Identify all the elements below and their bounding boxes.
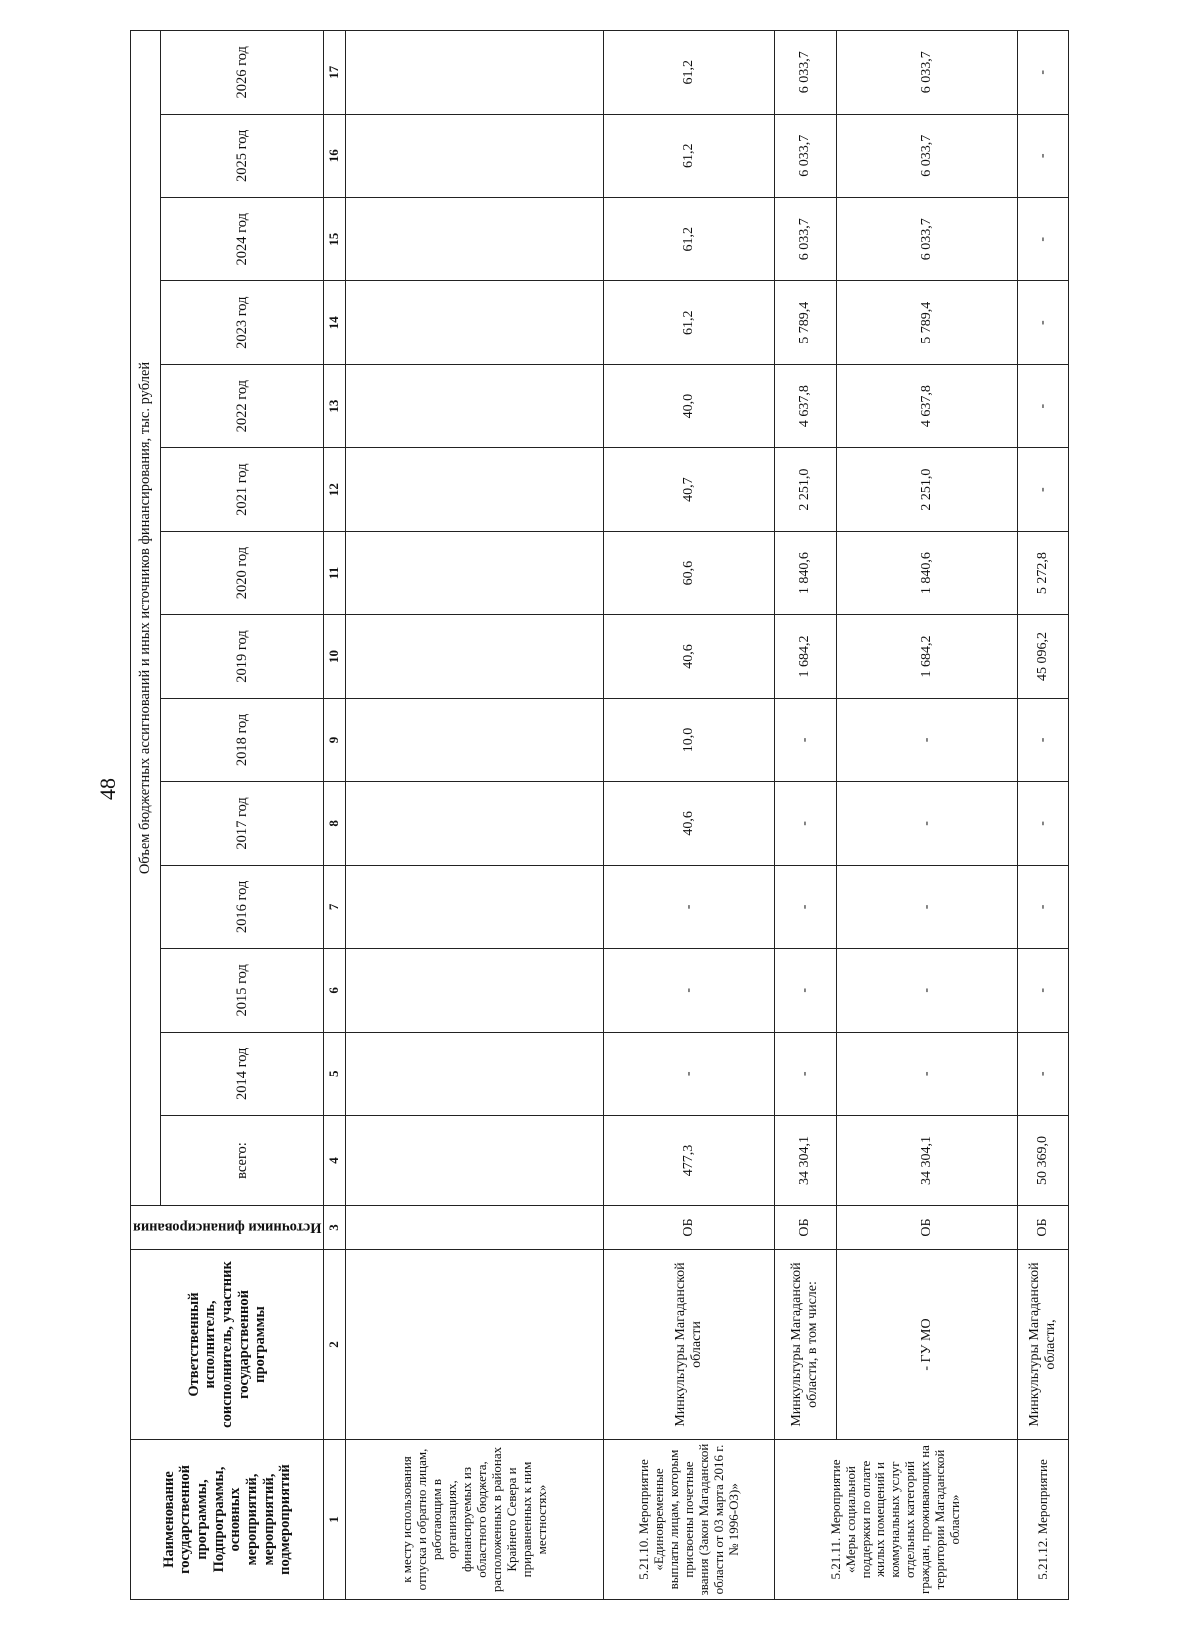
row-value: -	[1017, 949, 1069, 1032]
row-executor: - ГУ МО	[836, 1250, 1017, 1440]
row-value: 4 637,8	[836, 364, 1017, 447]
row-value: -	[836, 782, 1017, 865]
header-year: 2024 год	[161, 198, 324, 281]
table-row	[774, 31, 836, 1600]
row-total: 477,3	[604, 1116, 774, 1206]
row-value: -	[1017, 865, 1069, 948]
row-executor: Минкультуры Магаданской области, в том числе:	[774, 1250, 836, 1440]
row-value: 6 033,7	[836, 114, 1017, 197]
row-value: 40,7	[604, 448, 774, 531]
row-value: -	[604, 1032, 774, 1115]
page-number: 48	[95, 778, 120, 800]
row-value: 6 033,7	[836, 198, 1017, 281]
column-number: 2	[324, 1250, 346, 1440]
row-value	[346, 198, 604, 281]
column-number-row	[324, 31, 346, 1600]
column-number: 10	[324, 615, 346, 698]
row-value: 45 096,2	[1017, 615, 1069, 698]
column-number: 15	[324, 198, 346, 281]
row-value: -	[774, 698, 836, 781]
row-source: ОБ	[774, 1206, 836, 1250]
column-number: 14	[324, 281, 346, 364]
rotated-table-stage	[130, 30, 1059, 1600]
row-value: 5 789,4	[836, 281, 1017, 364]
row-value: -	[1017, 198, 1069, 281]
row-value	[346, 865, 604, 948]
row-name: к месту использования отпуска и обратно лицам, работающим в организациях, финансируемых из областного бюджета, расположенных в районах Крайнего Севера и приравненных к ним местностях»	[346, 1440, 604, 1600]
row-value: 10,0	[604, 698, 774, 781]
row-value	[346, 615, 604, 698]
row-value: -	[836, 1032, 1017, 1115]
row-value: -	[1017, 448, 1069, 531]
row-value: 4 637,8	[774, 364, 836, 447]
row-value: -	[774, 782, 836, 865]
column-number: 9	[324, 698, 346, 781]
header-year: 2019 год	[161, 615, 324, 698]
row-value: 6 033,7	[774, 114, 836, 197]
header-year: 2026 год	[161, 31, 324, 115]
header-year: 2020 год	[161, 531, 324, 614]
row-name: 5.21.10. Мероприятие «Единовременные выплаты лицам, которым присвоены почетные звания (Закон Магаданской области от 03 марта 2016 г. № 1996-ОЗ)»	[604, 1440, 774, 1600]
row-value: -	[836, 865, 1017, 948]
column-number: 3	[324, 1206, 346, 1250]
header-year: 2017 год	[161, 782, 324, 865]
table-row	[346, 31, 604, 1600]
row-value: 6 033,7	[774, 198, 836, 281]
row-value: -	[1017, 31, 1069, 115]
row-executor: Минкультуры Магаданской области	[604, 1250, 774, 1440]
row-value: 40,6	[604, 615, 774, 698]
row-value: 1 840,6	[836, 531, 1017, 614]
row-value: 1 840,6	[774, 531, 836, 614]
row-value	[346, 364, 604, 447]
row-value: -	[1017, 364, 1069, 447]
row-value: -	[774, 865, 836, 948]
column-number: 12	[324, 448, 346, 531]
row-value: 61,2	[604, 281, 774, 364]
row-name: 5.21.12. Мероприятие	[1017, 1440, 1069, 1600]
header-group: Объем бюджетных ассигнований и иных источников финансирования, тыс. рублей	[131, 31, 161, 1206]
header-year: 2025 год	[161, 114, 324, 197]
row-total: 34 304,1	[836, 1116, 1017, 1206]
row-value: -	[1017, 698, 1069, 781]
column-number: 8	[324, 782, 346, 865]
row-value: -	[836, 698, 1017, 781]
row-total	[346, 1116, 604, 1206]
row-value	[346, 698, 604, 781]
column-number: 11	[324, 531, 346, 614]
row-executor: Минкультуры Магаданской области,	[1017, 1250, 1069, 1440]
header-year: 2023 год	[161, 281, 324, 364]
row-value	[346, 1032, 604, 1115]
row-value: 2 251,0	[836, 448, 1017, 531]
row-value	[346, 949, 604, 1032]
row-value	[346, 31, 604, 115]
row-value: 61,2	[604, 114, 774, 197]
header-year: 2018 год	[161, 698, 324, 781]
row-total: 50 369,0	[1017, 1116, 1069, 1206]
row-value: 40,0	[604, 364, 774, 447]
row-value: -	[774, 1032, 836, 1115]
column-number: 1	[324, 1440, 346, 1600]
row-value: -	[604, 949, 774, 1032]
financing-table	[130, 30, 1069, 1600]
row-source: ОБ	[604, 1206, 774, 1250]
row-value: -	[774, 949, 836, 1032]
row-value: 6 033,7	[836, 31, 1017, 115]
row-value: 1 684,2	[774, 615, 836, 698]
header-source: Источники финансирования	[131, 1206, 324, 1250]
header-year: 2015 год	[161, 949, 324, 1032]
row-executor	[346, 1250, 604, 1440]
table-row	[604, 31, 774, 1600]
row-value: 40,6	[604, 782, 774, 865]
row-value: 5 272,8	[1017, 531, 1069, 614]
row-value: 1 684,2	[836, 615, 1017, 698]
row-value: -	[1017, 1032, 1069, 1115]
row-total: 34 304,1	[774, 1116, 836, 1206]
row-value: 5 789,4	[774, 281, 836, 364]
header-executor: Ответственный исполнитель, соисполнитель, участник государственной программы	[131, 1250, 324, 1440]
row-value: -	[1017, 782, 1069, 865]
row-source	[346, 1206, 604, 1250]
row-value: -	[604, 865, 774, 948]
column-number: 6	[324, 949, 346, 1032]
row-value	[346, 114, 604, 197]
row-value	[346, 782, 604, 865]
row-value	[346, 531, 604, 614]
header-year: 2016 год	[161, 865, 324, 948]
column-number: 13	[324, 364, 346, 447]
header-total: всего:	[161, 1116, 324, 1206]
row-value: 61,2	[604, 31, 774, 115]
row-name: 5.21.11. Мероприятие «Меры социальной поддержки по оплате жилых помещений и коммунальных услуг отдельных категорий граждан, проживающих на территории Магаданской области»	[774, 1440, 1017, 1600]
column-number: 4	[324, 1116, 346, 1206]
table-row	[836, 31, 1017, 1600]
row-value	[346, 281, 604, 364]
row-value: -	[836, 949, 1017, 1032]
table-row	[1017, 31, 1069, 1600]
header-year: 2022 год	[161, 364, 324, 447]
row-value	[346, 448, 604, 531]
column-number: 17	[324, 31, 346, 115]
column-number: 5	[324, 1032, 346, 1115]
header-year: 2014 год	[161, 1032, 324, 1115]
row-source: ОБ	[1017, 1206, 1069, 1250]
header-year: 2021 год	[161, 448, 324, 531]
column-number: 16	[324, 114, 346, 197]
row-value: 61,2	[604, 198, 774, 281]
row-value: 2 251,0	[774, 448, 836, 531]
row-source: ОБ	[836, 1206, 1017, 1250]
row-value: -	[1017, 114, 1069, 197]
header-name: Наименование государственной программы, Подпрограммы, основных мероприятий, мероприятий, подмероприятий	[131, 1440, 324, 1600]
row-value: 6 033,7	[774, 31, 836, 115]
row-value: -	[1017, 281, 1069, 364]
row-value: 60,6	[604, 531, 774, 614]
column-number: 7	[324, 865, 346, 948]
